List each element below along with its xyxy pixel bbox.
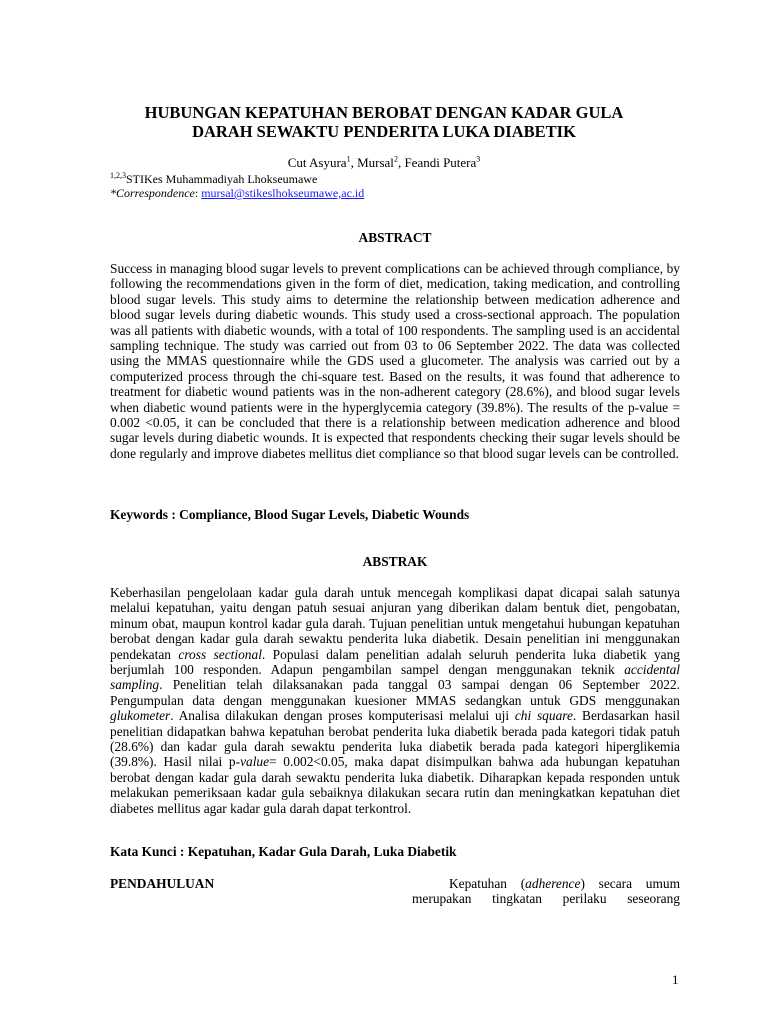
affiliation-text: STIKes Muhammadiyah Lhokseumawe bbox=[126, 172, 318, 186]
paper-title bbox=[80, 103, 688, 141]
abstract-body: Success in managing blood sugar levels to prevent complications can be achieved through compliance, by following the recommendations given in the form of diet, medication, taking medication, and controlling blood sugar levels. This study aims to determine the relationship between medication adherence and blood sugar levels during diabetic wounds. This study used a cross-sectional approach. The population was all patients with diabetic wounds, with a total of 100 respondents. The sampling used is an accidental sampling technique. The study was carried out from 03 to 06 September 2022. The data was collected using the MMAS questionnaire while the GDS used a glucometer. The analysis was carried out by a computerized process through the chi-square test. Based on the results, it was found that adherence to treatment for diabetic wound patients was in the non-adherent category (28.6%), and blood sugar levels when diabetic wound patients were in the hyperglycemia category (39.8%). The results of the p-value = 0.002 <0.05, it can be concluded that there is a relationship between medication adherence and blood sugar levels during diabetic wounds. It is expected that respondents checking their sugar levels should be done regularly and improve diabetes mellitus diet compliance so that blood sugar levels can be controlled. bbox=[110, 261, 680, 461]
abstrak-body bbox=[110, 585, 680, 816]
correspondence-separator: : bbox=[194, 186, 202, 200]
introduction-heading: PENDAHULUAN bbox=[110, 876, 215, 891]
correspondence-label: *Correspondence bbox=[110, 186, 195, 200]
author-list bbox=[80, 155, 688, 171]
abstract-keywords: Keywords : Compliance, Blood Sugar Levels, Diabetic Wounds bbox=[110, 507, 470, 522]
intro-italic-term: adherence bbox=[525, 876, 581, 891]
page-number: 1 bbox=[672, 972, 679, 987]
author-separator: , bbox=[397, 155, 405, 170]
abstrak-keywords: Kata Kunci : Kepatuhan, Kadar Gula Darah, Luka Diabetik bbox=[110, 844, 457, 859]
abstrak-italic-term: value bbox=[240, 754, 270, 770]
title-line-2: DARAH SEWAKTU PENDERITA LUKA DIABETIK bbox=[192, 122, 576, 141]
introduction-line-1 bbox=[412, 876, 680, 891]
abstrak-heading: ABSTRAK bbox=[362, 554, 428, 569]
affiliation bbox=[110, 172, 317, 187]
abstrak-text: = 0.002<0.05, maka dapat disimpulkan bahwa ada hubungan kepatuhan berobat dengan kadar gula darah sewaktu penderita luka diabetik. Diharapkan kepada responden untuk melakukan pemeriksaan kadar gula sebaiknya dilakukan secara rutin dan meningkatkan kepatuhan diet diabetes mellitus agar kadar gula darah dapat terkontrol. bbox=[110, 754, 680, 816]
abstrak-italic-term: accidental sampling bbox=[110, 662, 680, 693]
author-1: Cut Asyura bbox=[287, 155, 347, 170]
intro-text: ) secara umum bbox=[580, 876, 680, 891]
author-2: Mursal bbox=[357, 155, 394, 170]
author-3-affil: 3 bbox=[476, 154, 481, 164]
introduction-text bbox=[412, 876, 680, 907]
correspondence bbox=[110, 186, 364, 201]
abstrak-italic-term: chi square bbox=[514, 708, 573, 724]
introduction-line-2: merupakan tingkatan perilaku seseorang bbox=[412, 891, 680, 907]
abstrak-text: Keberhasilan pengelolaan kadar gula darah untuk mencegah komplikasi dapat dicapai salah satunya melalui kepatuhan, yaitu dengan patuh sesuai anjuran yang diberikan dalam bentuk diet, pengobatan, minum obat, maupun kontrol kadar gula darah. Tujuan penelitian untuk mengetahui hubungan kepatuhan berobat dengan kadar gula darah sewaktu penderita luka diabetik. Desain penelitian ini menggunakan pendekatan bbox=[110, 585, 680, 662]
intro-text: Kepatuhan ( bbox=[449, 876, 526, 891]
correspondence-email-link[interactable]: mursal@stikeslhokseumawe,ac.id bbox=[201, 186, 365, 200]
abstract-heading: ABSTRACT bbox=[358, 230, 432, 245]
author-2-affil: 2 bbox=[393, 154, 398, 164]
abstrak-text: . Penelitian telah dilaksanakan pada tanggal 03 sampai dengan 06 September 2022. Pengumpulan data dengan menggunakan kuesioner MMAS sedangkan untuk GDS menggunakan bbox=[110, 677, 680, 708]
author-3: Feandi Putera bbox=[404, 155, 477, 170]
abstrak-text: . Berdasarkan hasil penelitian didapatkan bahwa kepatuhan berobat penderita luka diabetik berada pada kategori tidak patuh (28.6%) dan kadar gula darah sewaktu penderita luka diabetik berada pada kategori hiperglikemia (39.8%). Hasil nilai p- bbox=[110, 708, 680, 770]
author-separator: , bbox=[350, 155, 358, 170]
affiliation-marker: 1,2,3 bbox=[110, 171, 126, 180]
abstrak-italic-term: glukometer bbox=[110, 708, 171, 724]
author-1-affil: 1 bbox=[346, 154, 351, 164]
abstrak-italic-term: cross sectional bbox=[178, 646, 262, 662]
abstrak-text: . Analisa dilakukan dengan proses komputerisasi melalui uji bbox=[170, 708, 515, 724]
abstrak-text: . Populasi dalam penelitian adalah seluruh penderita luka diabetik yang berjumlah 100 responden. Adapun pengambilan sampel dengan menggunakan teknik bbox=[110, 646, 680, 678]
title-line-1: HUBUNGAN KEPATUHAN BEROBAT DENGAN KADAR GULA bbox=[144, 103, 624, 122]
